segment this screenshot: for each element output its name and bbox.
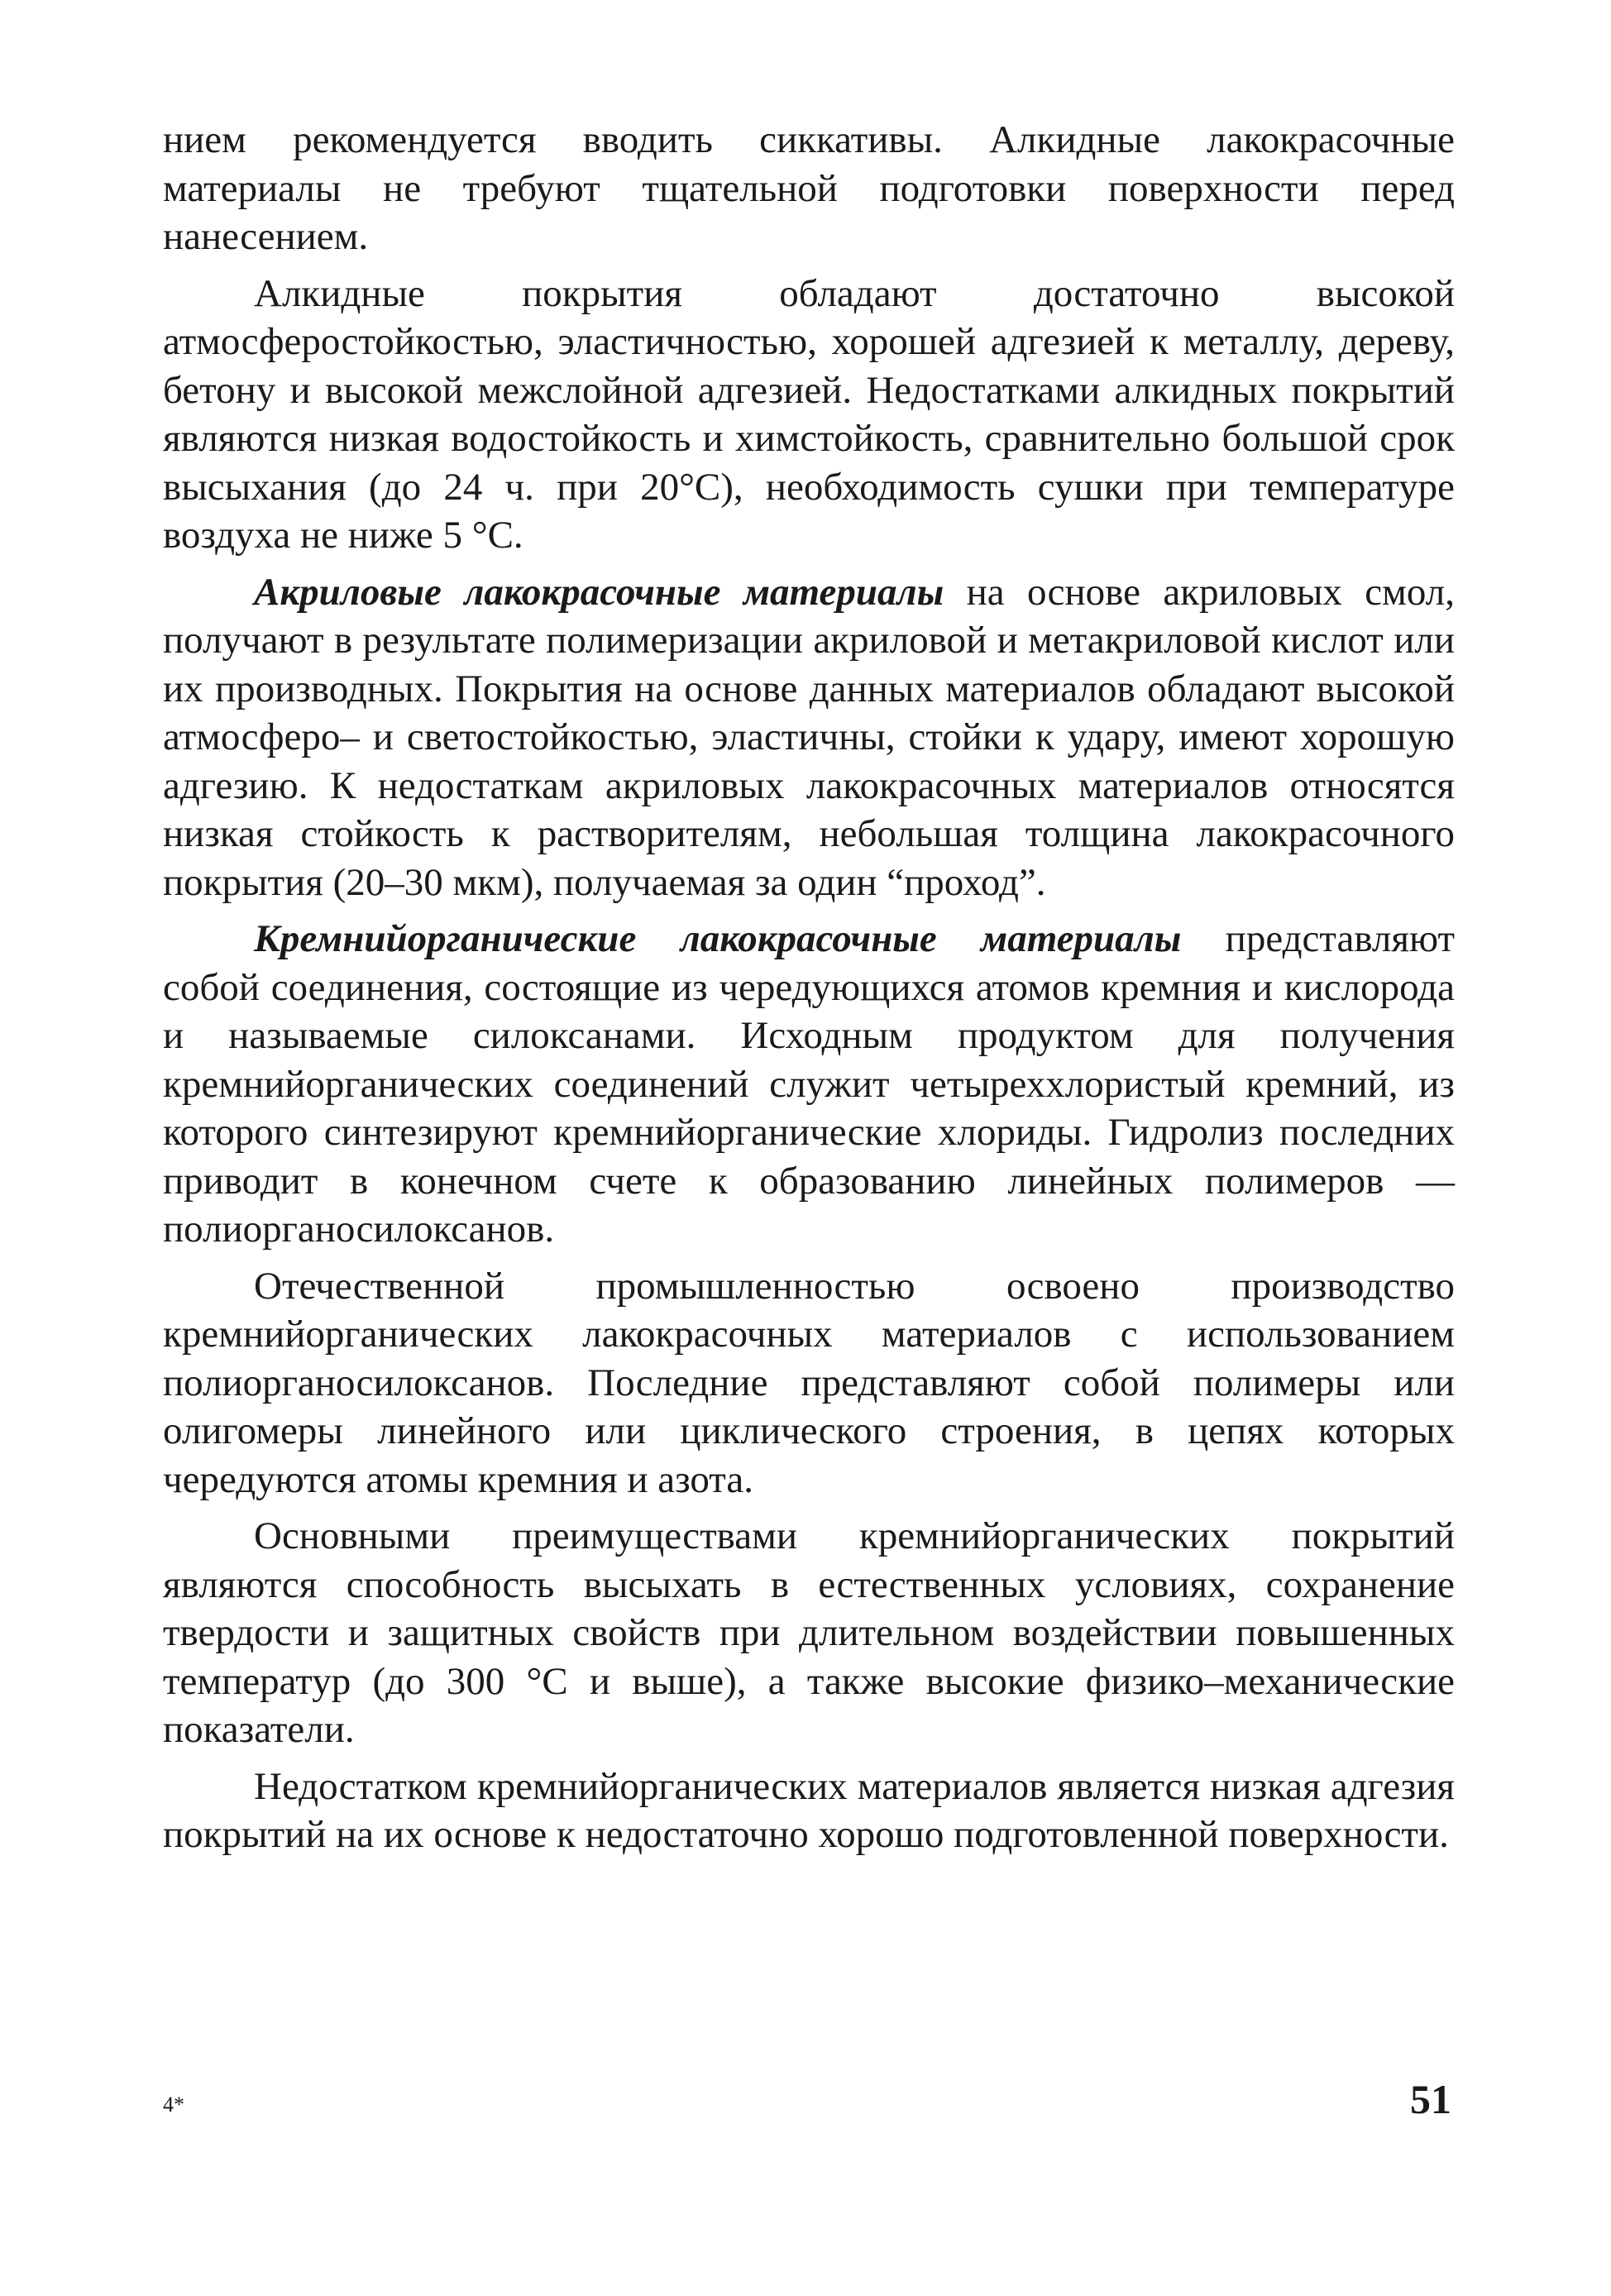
paragraph-advantages [163, 1512, 1455, 1754]
signature-mark: 4* [163, 2093, 184, 2117]
term-organosilicon: Кремнийорганические лакокрасочные материалы [254, 917, 1182, 960]
paragraph-text: на основе акриловых смол, получают в результате полимеризации акриловой и метакриловой кислот или их производных. Покрытия на основе данных материалов обладают высокой атмосферо– и светостойкостью, эластичны, стойки к удару, имеют хорошую адгезию. К недостаткам акриловых лакокрасочных материалов относятся низкая стойкость к растворителям, небольшая толщина лакокрасочного покрытия (20–30 мкм), получаемая за один “проход”. [163, 570, 1455, 904]
paragraph-text: Основными преимуществами кремнийорганических покрытий являются способность высыхать в естественных условиях, сохранение твердости и защитных свойств при длительном воздействии повышенных температур (до 300 °С и выше), а также высокие физико–механические показатели. [163, 1514, 1455, 1751]
paragraph-text: Алкидные покрытия обладают достаточно высокой атмосферостойкостью, эластичностью, хорошей адгезией к металлу, дереву, бетону и высокой межслойной адгезией. Недостатками алкидных покрытий являются низкая водостойкость и химстойкость, сравнительно большой срок высыхания (до 24 ч. при 20°С), необходимость сушки при температуре воздуха не ниже 5 °С. [163, 271, 1455, 557]
paragraph-domestic-production [163, 1262, 1455, 1504]
paragraph-organosilicon [163, 915, 1455, 1254]
paragraph-text: Отечественной промышленностью освоено производство кремнийорганических лакокрасочных материалов с использованием полиорганосилоксанов. Последние представляют собой полимеры или олигомеры линейного или циклического строения, в цепях которых чередуются атомы кремния и азота. [163, 1264, 1455, 1501]
paragraph-continuation [163, 116, 1455, 261]
page-body [163, 116, 1455, 1868]
paragraph-acrylic [163, 568, 1455, 907]
paragraph-text: нием рекомендуется вводить сиккативы. Алкидные лакокрасочные материалы не требуют тщательной подготовки поверхности перед нанесением. [163, 118, 1455, 258]
page-number: 51 [1410, 2076, 1451, 2122]
paragraph-disadvantage [163, 1763, 1455, 1859]
term-acrylic: Акриловые лакокрасочные материалы [254, 570, 944, 614]
paragraph-text: Недостатком кремнийорганических материалов является низкая адгезия покрытий на их основе к недостаточно хорошо подготовленной поверхности. [163, 1764, 1455, 1856]
paragraph-alkyd-properties [163, 270, 1455, 560]
paragraph-text: представляют собой соединения, состоящие из чередующихся атомов кремния и кислорода и называемые силоксанами. Исходным продуктом для получения кремнийорганических соединений служит четыреххлористый кремний, из которого синтезируют кремнийорганические хлориды. Гидролиз последних приводит в конечном счете к образованию линейных полимеров — полиорганосилоксанов. [163, 917, 1455, 1251]
